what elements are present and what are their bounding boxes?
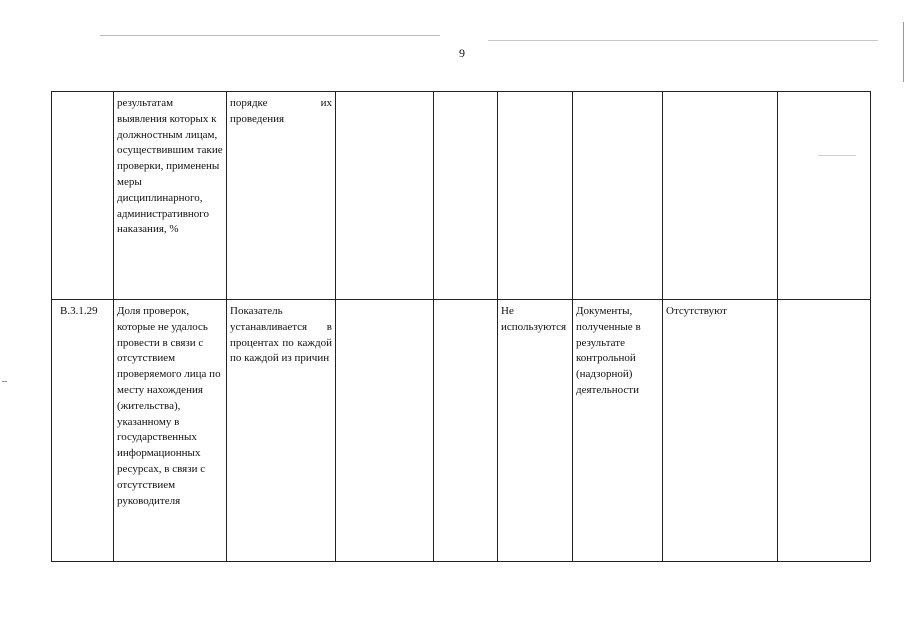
cell-data-usage: Не используются bbox=[498, 300, 573, 562]
cell-empty bbox=[336, 92, 434, 300]
cell-status: Отсутствуют bbox=[663, 300, 778, 562]
cell-indicator-name: Доля проверок, которые не удалось провести в связи с отсутствием проверяемого лица по месту нахождения (жительства), указанному в государственных информационных ресурсах, в связи с отсутствием руководителя bbox=[114, 300, 227, 562]
cell-description: Показатель устанавливается в процентах по каждой по каждой из причин bbox=[227, 300, 336, 562]
cell-description bbox=[227, 92, 336, 300]
page-number: 9 bbox=[459, 46, 465, 60]
table-row-b3129 bbox=[52, 300, 871, 562]
description-line: проведения bbox=[230, 112, 285, 125]
cell-id: В.3.1.29 bbox=[52, 300, 114, 562]
cell-indicator-name: результатам выявления которых к должностным лицам, осуществившим такие проверки, применены меры дисциплинарного, административного наказания, % bbox=[114, 92, 227, 300]
scan-artifact-mark bbox=[818, 155, 856, 156]
cell-data-source: Документы, полученные в результате контрольной (надзорной) деятельности bbox=[573, 300, 663, 562]
scan-artifact-line bbox=[100, 35, 440, 36]
cell-empty bbox=[498, 92, 573, 300]
cell-id bbox=[52, 92, 114, 300]
cell-empty bbox=[336, 300, 434, 562]
cell-empty bbox=[778, 300, 871, 562]
description-line: порядке их bbox=[230, 97, 332, 109]
cell-empty bbox=[663, 92, 778, 300]
cell-empty bbox=[434, 92, 498, 300]
table-row-continuation bbox=[52, 92, 871, 300]
scan-artifact-mark bbox=[2, 381, 7, 382]
scan-artifact-line bbox=[488, 40, 878, 41]
indicators-table bbox=[51, 91, 871, 562]
cell-empty bbox=[778, 92, 871, 300]
cell-empty bbox=[434, 300, 498, 562]
scan-artifact-edge bbox=[903, 22, 904, 82]
cell-empty bbox=[573, 92, 663, 300]
